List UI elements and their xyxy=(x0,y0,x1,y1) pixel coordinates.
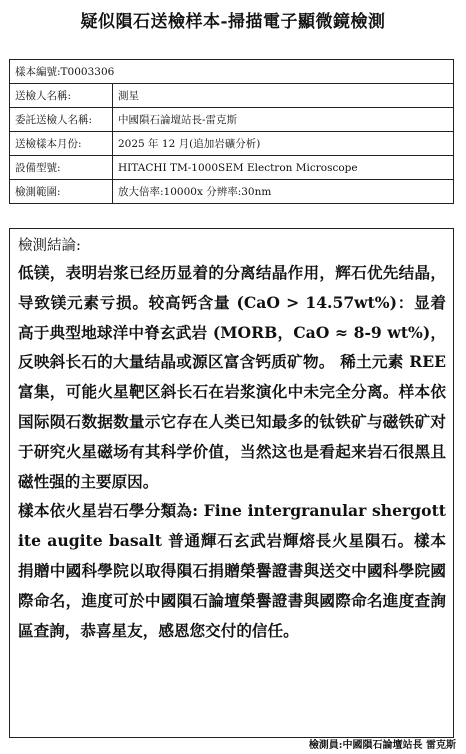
sample-info-table xyxy=(9,59,454,204)
month-label: 送檢樣本月份: xyxy=(10,132,113,156)
submitter-label: 送檢人名稱: xyxy=(10,84,113,108)
submitter-value: 測星 xyxy=(113,84,454,108)
inspector-signature: 檢測員:中國隕石論壇站長 雷克斯 xyxy=(308,740,456,751)
client-label: 委託送檢人名稱: xyxy=(10,108,113,132)
row-client xyxy=(10,108,454,132)
conclusion-box xyxy=(9,228,454,738)
row-range xyxy=(10,180,454,204)
client-value: 中國隕石論壇站長-雷克斯 xyxy=(113,108,454,132)
conclusion-paragraph-1: 低镁，表明岩浆已经历显着的分离结晶作用，辉石优先结晶，导致镁元素亏损。较高钙含量 (CaO > 14.57wt%)：显着高于典型地球洋中脊玄武岩 (MORB，CaO ≈ 8-9 wt%)，反映斜长石的大量结晶或源区富含钙质矿物。 稀土元素 REE 富集，可能火星靶区斜长石在岩浆演化中未完全分离。样本依国际陨石数据数量示它存在人类已知最多的钛铁矿与磁铁矿对于研究火星磁场有其科学价值，当然这也是看起来岩石很黑且磁性强的主要原因。 xyxy=(18,263,446,491)
row-sample-id xyxy=(10,60,454,84)
document-title: 疑似隕石送檢样本-掃描電子顯微鏡檢測 xyxy=(80,12,386,32)
conclusion-heading: 檢測結論: xyxy=(18,238,81,254)
conclusion-paragraph-2: 樣本依火星岩石學分類為: Fine intergranular shergottite augite basalt 普通輝石玄武岩輝熔長火星隕石。樣本捐贈中國科學院以取得隕石捐贈榮譽證書與送交中國科學院國際命名，進度可於中國隕石論壇榮譽證書與國際命名進度查詢區查詢，恭喜星友，感恩您交付的信任。 xyxy=(18,501,446,640)
month-value: 2025 年 12 月(追加岩礦分析) xyxy=(113,132,454,156)
sample-id-cell: 樣本編號:T0003306 xyxy=(10,60,454,84)
range-label: 檢測範圍: xyxy=(10,180,113,204)
range-value: 放大倍率:10000x 分辨率:30nm xyxy=(113,180,454,204)
equipment-label: 設備型號: xyxy=(10,156,113,180)
row-month xyxy=(10,132,454,156)
row-equipment xyxy=(10,156,454,180)
row-submitter xyxy=(10,84,454,108)
equipment-value: HITACHI TM-1000SEM Electron Microscope xyxy=(113,156,454,180)
